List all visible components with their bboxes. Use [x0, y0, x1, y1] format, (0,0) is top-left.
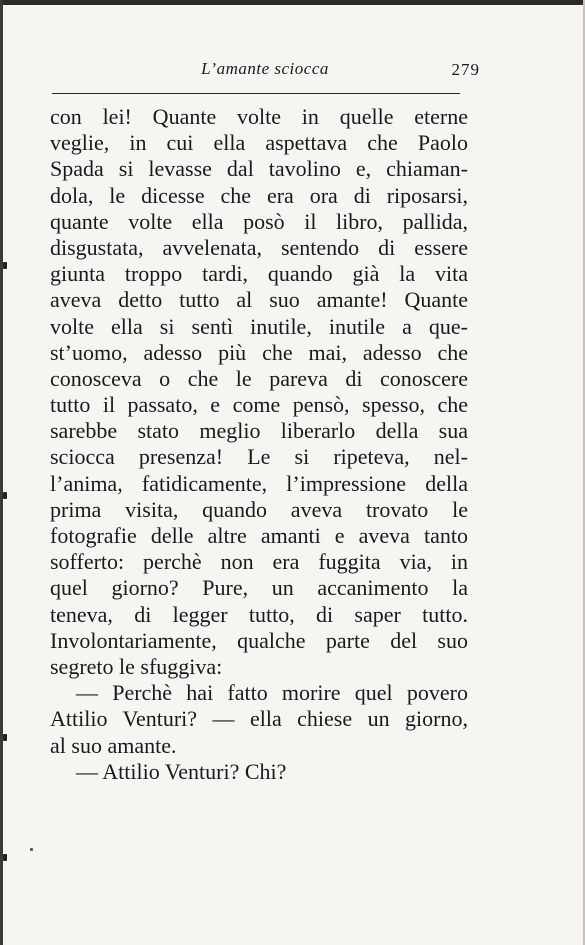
- margin-mark: [3, 262, 7, 269]
- page-top-edge: [0, 0, 585, 5]
- margin-mark: [3, 854, 7, 861]
- dialogue-line: Attilio Venturi? — ella chiese un giorno,: [50, 706, 468, 732]
- page-number: 279: [451, 60, 480, 79]
- text-line: veglie, in cui ella aspettava che Paolo: [50, 130, 468, 156]
- text-line: st’uomo, adesso più che mai, adesso che: [50, 339, 468, 365]
- running-title: L’amante sciocca: [201, 59, 329, 78]
- text-line: segreto le sfuggiva:: [50, 653, 223, 679]
- margin-mark: [3, 734, 7, 741]
- page-left-edge: [0, 0, 3, 945]
- text-line: giunta troppo tardi, quando già la vita: [50, 261, 468, 287]
- text-line: Spada si levasse dal tavolino e, chiaman-: [50, 156, 468, 182]
- text-line: fotografie delle altre amanti e aveva tanto: [50, 523, 468, 548]
- running-head: [50, 58, 480, 84]
- text-line: quel giorno? Pure, un accanimento la: [50, 575, 468, 601]
- dialogue-line: — Attilio Venturi? Chi?: [76, 758, 287, 784]
- text-line: aveva detto tutto al suo amante! Quante: [50, 287, 468, 313]
- dialogue-line: al suo amante.: [50, 732, 177, 758]
- text-line: sciocca presenza! Le si ripeteva, nel-: [50, 444, 468, 470]
- text-line: Involontariamente, qualche parte del suo: [50, 627, 468, 653]
- text-line: sarebbe stato meglio liberarlo della sua: [50, 418, 468, 444]
- text-line: prima visita, quando aveva trovato le: [50, 496, 468, 522]
- text-line: l’anima, fatidicamente, l’impressione della: [50, 470, 468, 496]
- margin-mark: [30, 848, 33, 851]
- text-line: volte ella si sentì inutile, inutile a que-: [50, 313, 468, 339]
- body-text: [50, 104, 468, 785]
- text-line: con lei! Quante volte in quelle eterne: [50, 104, 468, 129]
- text-line: tutto il passato, e come pensò, spesso, che: [50, 392, 468, 418]
- text-line: conosceva o che le pareva di conoscere: [50, 365, 468, 391]
- text-line: quante volte ella posò il libro, pallida,: [50, 208, 468, 234]
- text-line: teneva, di legger tutto, di saper tutto.: [50, 601, 468, 627]
- header-rule: [52, 93, 460, 94]
- text-line: sofferto: perchè non era fuggita via, in: [50, 549, 468, 575]
- text-line: dola, le dicesse che era ora di riposarsi,: [50, 182, 468, 208]
- dialogue-line: — Perchè hai fatto morire quel povero: [76, 680, 468, 706]
- text-line: disgustata, avvelenata, sentendo di essere: [50, 234, 468, 260]
- margin-mark: [3, 492, 7, 499]
